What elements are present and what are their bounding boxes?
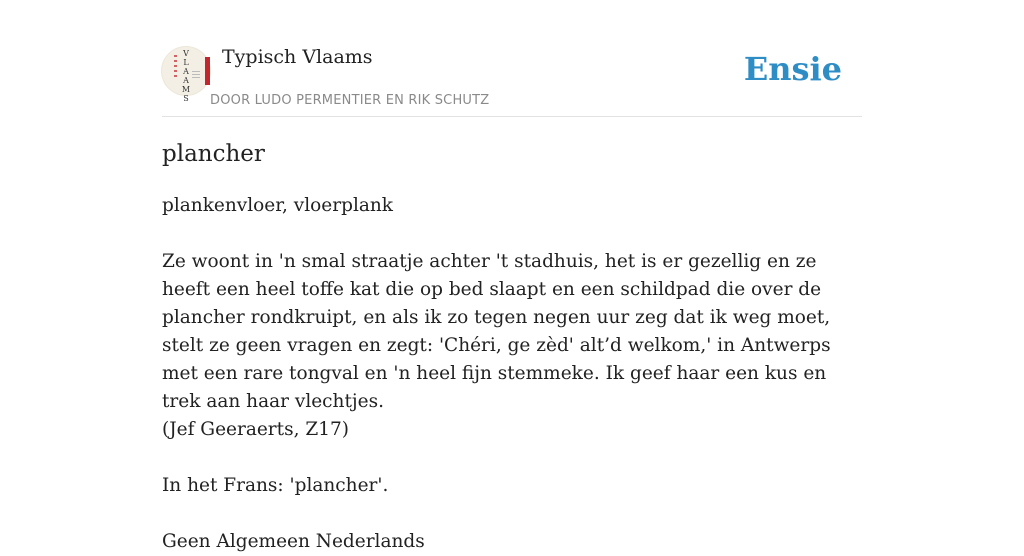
logo-letter: V: [183, 49, 189, 58]
logo-letter: M: [181, 85, 191, 94]
logo-letter: S: [183, 94, 189, 103]
typisch-vlaams-logo[interactable]: [162, 47, 210, 103]
logo-red-bar: [205, 57, 210, 85]
logo-decoration: [174, 55, 177, 79]
ensie-brand-link[interactable]: Ensie: [743, 50, 842, 88]
entry-title: plancher: [162, 141, 265, 167]
logo-letter: L: [183, 58, 189, 67]
author-byline: DOOR LUDO PERMENTIER EN RIK SCHUTZ: [210, 93, 490, 108]
entry-meaning: plankenvloer, vloerplank: [162, 195, 394, 216]
french-note: In het Frans: 'plancher'.: [162, 475, 389, 496]
example-source: (Jef Geeraerts, Z17): [162, 419, 349, 440]
entry-content: [162, 138, 864, 556]
site-title[interactable]: Typisch Vlaams: [222, 46, 373, 68]
logo-lettering: [181, 49, 191, 103]
language-note: Geen Algemeen Nederlands: [162, 531, 425, 552]
logo-letter: A: [183, 67, 189, 76]
logo-letter: A: [183, 76, 189, 85]
site-header: [162, 40, 862, 117]
entry-example: Ze woont in 'n smal straatje achter 't stadhuis, het is er gezellig en ze heeft een heel toffe kat die op bed slaapt en een schildpad die over de plancher rondkruipt, en als ik zo tegen negen uur zeg dat ik weg moet, stelt ze geen vragen en zegt: 'Chéri, ge zèd' alt’d welkom,' in Antwerps met een rare tongval en 'n heel fijn stemmeke. Ik geef haar een kus en trek aan haar vlechtjes.: [162, 251, 831, 412]
logo-decoration: [192, 71, 200, 79]
